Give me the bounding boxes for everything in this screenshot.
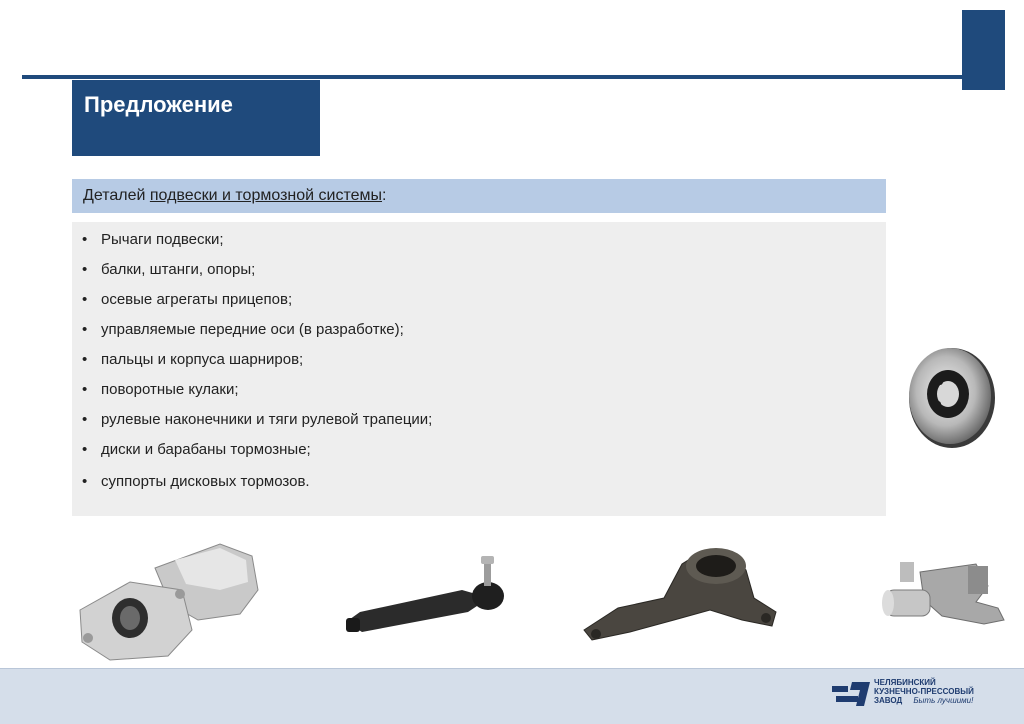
list-item: • рулевые наконечники и тяги рулевой трапеции; [82, 411, 432, 441]
axle-beam-image [880, 554, 1010, 636]
brake-disc-image [904, 344, 1000, 452]
tie-rod-end-image [342, 552, 508, 636]
logo-line-3 [874, 696, 974, 705]
company-logo [832, 678, 1012, 714]
list-item: • поворотные кулаки; [82, 381, 432, 411]
section-header-suffix: : [382, 187, 387, 204]
section-header-prefix: Деталей [83, 187, 150, 204]
list-item: • Рычаги подвески; [82, 231, 432, 261]
logo-line-2: КУЗНЕЧНО-ПРЕССОВЫЙ [874, 687, 974, 696]
section-header-text [83, 187, 386, 205]
items-list [82, 231, 432, 503]
steering-knuckle-image [578, 536, 780, 644]
section-header [72, 179, 886, 213]
items-list-box [72, 222, 886, 516]
logo-slogan: Быть лучшими! [913, 696, 974, 705]
title-box [72, 80, 320, 156]
list-item: • суппорты дисковых тормозов. [82, 473, 432, 503]
corner-accent-block [962, 10, 1005, 90]
page-title: Предложение [84, 92, 233, 117]
top-rule [22, 75, 984, 79]
list-item: • управляемые передние оси (в разработке); [82, 321, 432, 351]
list-item: • пальцы и корпуса шарниров; [82, 351, 432, 381]
list-item: • балки, штанги, опоры; [82, 261, 432, 291]
logo-line-1: ЧЕЛЯБИНСКИЙ [874, 678, 936, 687]
list-item: • диски и барабаны тормозные; [82, 441, 432, 471]
brake-caliper-image [70, 538, 262, 664]
logo-line-3-text: ЗАВОД [874, 696, 903, 705]
logo-text [874, 678, 974, 705]
section-header-underlined: подвески и тормозной системы [149, 187, 383, 204]
list-item: • осевые агрегаты прицепов; [82, 291, 432, 321]
ckpz-logo-icon [832, 680, 870, 712]
